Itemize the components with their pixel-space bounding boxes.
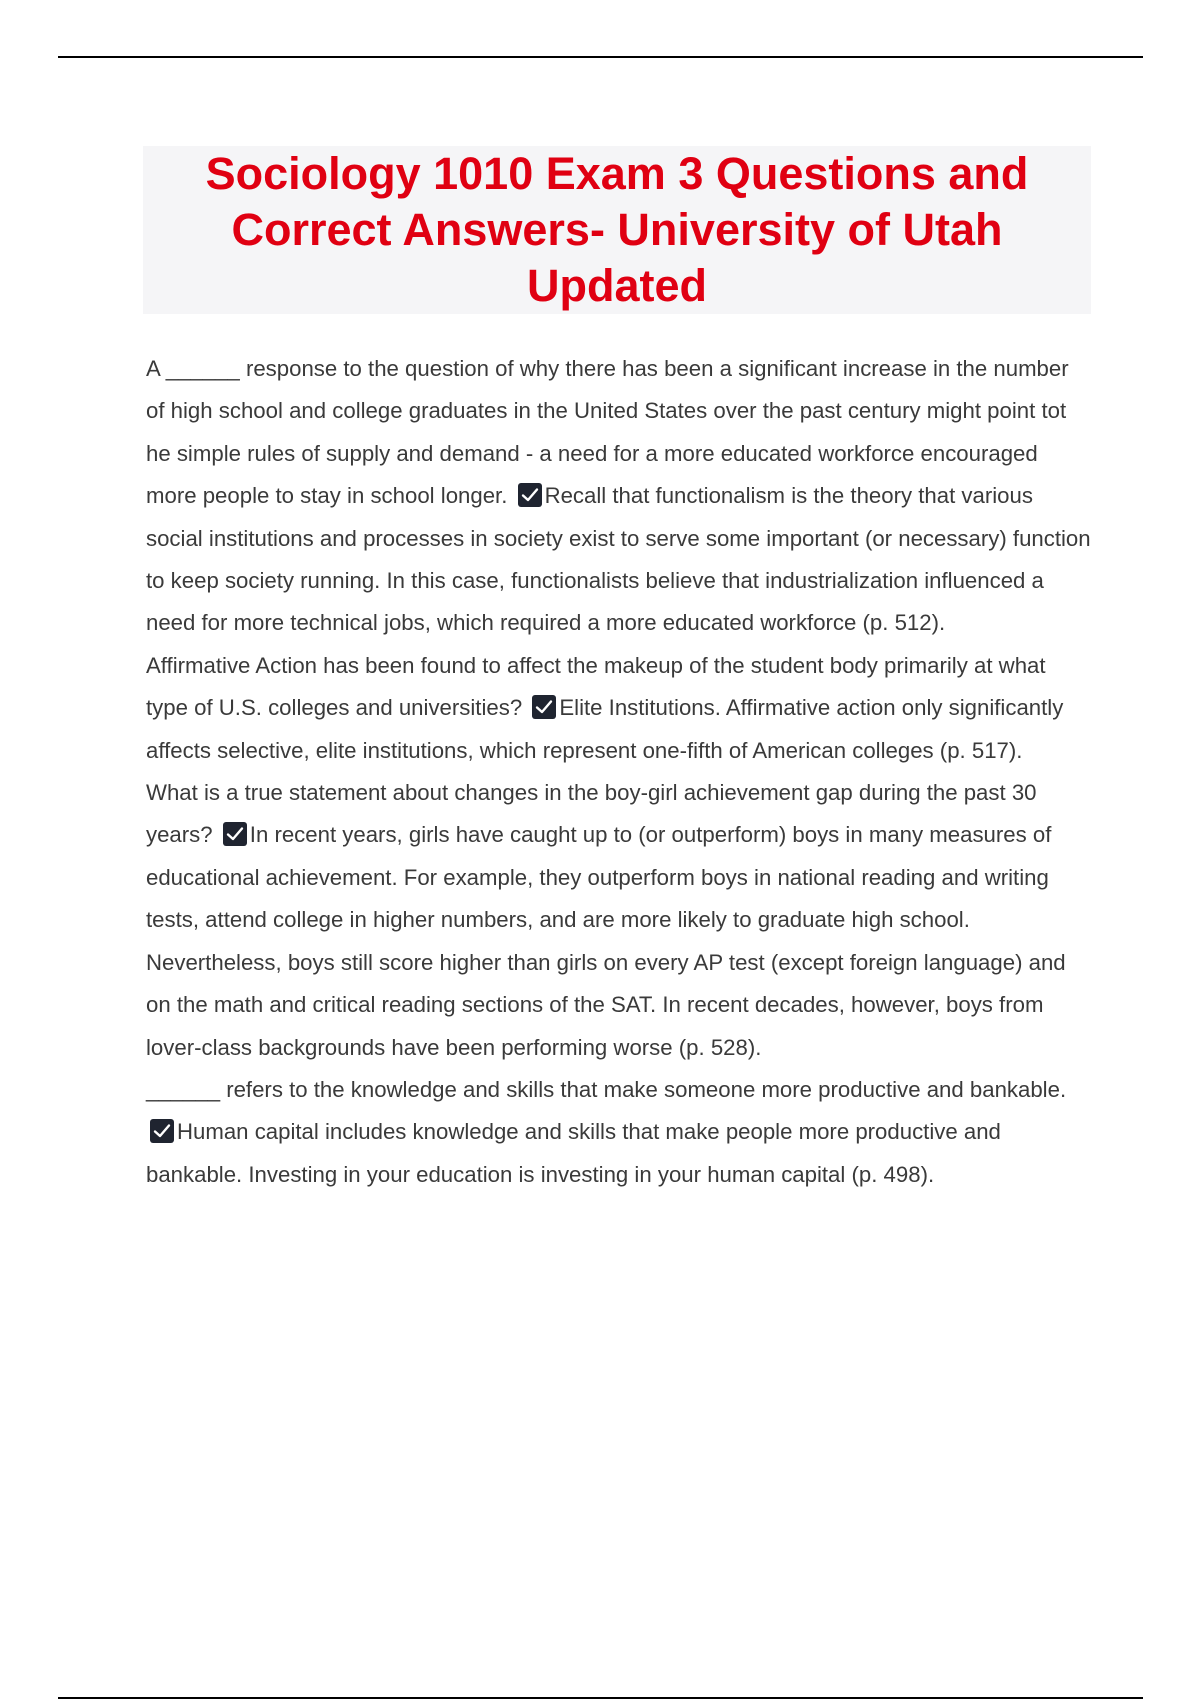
check-box-icon [518, 483, 542, 507]
check-box-icon [532, 695, 556, 719]
check-box-icon [150, 1119, 174, 1143]
question-text: ______ refers to the knowledge and skills that make someone more productive and bankable. [146, 1076, 1067, 1102]
top-rule [58, 56, 1143, 58]
title-banner [143, 146, 1091, 314]
question-text: What is a true statement about changes in the boy-girl achievement gap during the past 30 years? [146, 780, 1037, 848]
qa-item-1 [146, 348, 1091, 645]
qa-content [146, 348, 1091, 1196]
qa-item-2 [146, 645, 1091, 772]
question-text: A ______ response to the question of why there has been a significant increase in the number of high school and college graduates in the United States over the past century might point tot he simple rules of supply and demand - a need for a more educated workforce encouraged more people to stay in school longer. [146, 356, 1069, 509]
document-title: Sociology 1010 Exam 3 Questions and Correct Answers- University of Utah Updated [205, 148, 1029, 311]
answer-text: Human capital includes knowledge and skills that make people more productive and bankable. Investing in your education is investing in your human capital (p. 498). [146, 1119, 1001, 1187]
qa-item-4 [146, 1069, 1091, 1196]
answer-text: In recent years, girls have caught up to (or outperform) boys in many measures of educational achievement. For example, they outperform boys in national reading and writing tests, attend college in higher numbers, and are more likely to graduate high school. Nevertheless, boys still score higher than girls on every AP test (except foreign language) and on the math and critical reading sections of the SAT. In recent decades, however, boys from lover-class backgrounds have been performing worse (p. 528). [146, 822, 1066, 1060]
answer-text: Recall that functionalism is the theory that various social institutions and processes in society exist to serve some important (or necessary) function to keep society running. In this case, functionalists believe that industrialization influenced a need for more technical jobs, which required a more educated workforce (p. 512). [146, 483, 1091, 636]
question-text: Affirmative Action has been found to affect the makeup of the student body primarily at what type of U.S. colleges and universities? [146, 652, 1046, 721]
check-box-icon [223, 822, 247, 846]
bottom-rule [58, 1697, 1143, 1699]
qa-item-3 [146, 772, 1091, 1069]
answer-text: Elite Institutions. Affirmative action only significantly affects selective, elite institutions, which represent one-fifth of American colleges (p. 517). [146, 695, 1064, 763]
